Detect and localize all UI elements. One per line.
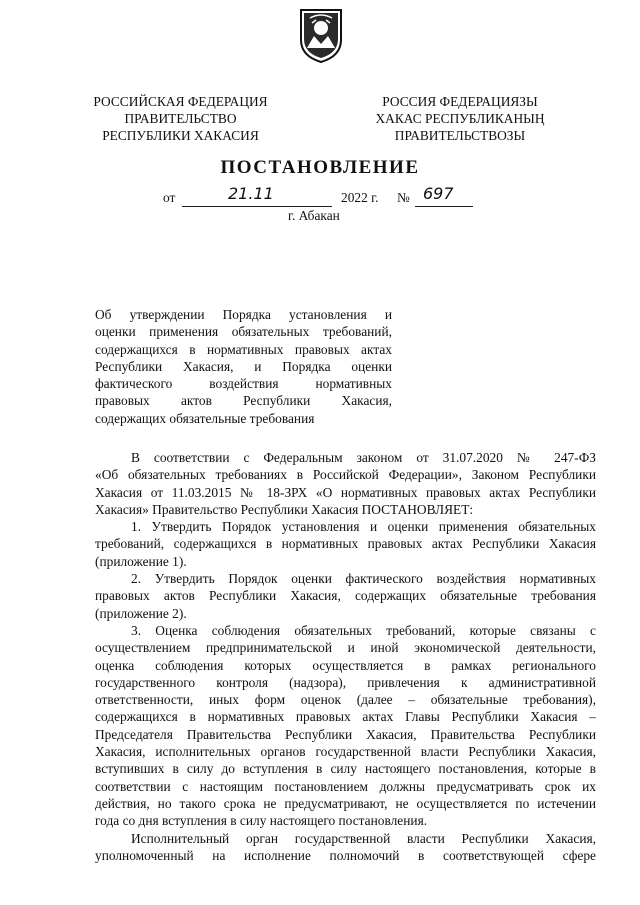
body-line: Хакасия, исполнительных органов государственной власти Республики Хакасия, <box>95 744 596 760</box>
header-left-line: РЕСПУБЛИКИ ХАКАСИЯ <box>102 128 259 143</box>
subject-line: оценки применения обязательных требований, <box>95 324 392 340</box>
header-left-block <box>78 93 283 144</box>
number-underline <box>415 206 473 207</box>
subject-line: правовых актов Республики Хакасия, <box>95 393 392 409</box>
city-label: г. Абакан <box>288 208 340 223</box>
body-line: государственного контроля (надзора), привлечения к административной <box>95 674 596 690</box>
subject-line: Республики Хакасия, и Порядка оценки <box>95 358 392 374</box>
header-right-block <box>365 93 555 144</box>
body-line: Исполнительный орган государственной власти Республики Хакасия, <box>131 830 596 846</box>
subject-block <box>95 306 392 427</box>
body-text <box>95 449 596 864</box>
body-line: требований, содержащихся в нормативных правовых актах Республики Хакасия <box>95 536 596 552</box>
subject-line: Об утверждении Порядка установления и <box>95 307 392 322</box>
body-line: действия, но такого срока не предусматривают, не осуществляется по истечении <box>95 795 596 811</box>
body-line: Председателя Правительства Республики Хакасия, Правительства Республики <box>95 726 596 742</box>
body-line: соответствии с настоящим постановлением должны предусматривать срок их <box>95 778 596 794</box>
header-right-line: ПРАВИТЕЛЬСТВОЗЫ <box>394 128 526 143</box>
body-line: 3. Оценка соблюдения обязательных требований, которые связаны с <box>131 622 596 638</box>
body-line: (приложение 2). <box>95 605 187 621</box>
body-line: «Об обязательных требованиях в Российской Федерации», Законом Республики <box>95 467 596 483</box>
body-line: (приложение 1). <box>95 553 187 569</box>
body-line: ответственности, иных форм оценок (далее – обязательные требования), <box>95 692 596 708</box>
body-line: содержащихся в нормативных правовых актах Главы Республики Хакасия – <box>95 709 596 725</box>
subject-line: содержащихся в нормативных правовых актах <box>95 341 392 357</box>
body-line: правовых актов Республики Хакасия, содержащих обязательные требования <box>95 588 596 604</box>
coat-of-arms-emblem <box>298 6 344 64</box>
body-line: уполномоченный на исполнение полномочий в соответствующей сфере <box>95 847 596 863</box>
header-right-line: РОССИЯ ФЕДЕРАЦИЯЗЫ <box>382 94 538 109</box>
year-label: 2022 г. <box>341 190 379 205</box>
date-underline <box>182 206 332 207</box>
handwritten-number: 697 <box>423 184 454 203</box>
body-line: года со дня вступления в силу настоящего постановления. <box>95 813 428 829</box>
header-left-line: РОССИЙСКАЯ ФЕДЕРАЦИЯ <box>93 94 268 109</box>
document-title: ПОСТАНОВЛЕНИЕ <box>220 157 420 178</box>
header-right-line: ХАКАС РЕСПУБЛИКАНЫҢ <box>375 111 545 126</box>
body-line: осуществлением предпринимательской и иной экономической деятельности, <box>95 640 596 656</box>
body-line: Хакасия от 11.03.2015 № 18-ЗРХ «О нормативных правовых актах Республики <box>95 484 596 500</box>
body-line: В соответствии с Федеральным законом от 31.07.2020 № 247-ФЗ <box>131 450 596 465</box>
subject-line: содержащих обязательные требования <box>95 410 315 426</box>
number-sign: № <box>397 190 410 205</box>
handwritten-date: 21.11 <box>228 184 274 203</box>
subject-line: фактического воздействия нормативных <box>95 376 392 392</box>
body-line: Хакасия» Правительство Республики Хакасия ПОСТАНОВЛЯЕТ: <box>95 501 474 517</box>
header-left-line: ПРАВИТЕЛЬСТВО <box>124 111 237 126</box>
date-prefix: от <box>163 190 176 205</box>
body-line: 1. Утвердить Порядок установления и оценки применения обязательных <box>131 519 596 535</box>
body-line: вступивших в силу до вступления в силу настоящего постановления, которые в <box>95 761 596 777</box>
body-line: оценка соблюдения которых осуществляется в рамках регионального <box>95 657 596 673</box>
body-line: 2. Утвердить Порядок оценки фактического воздействия нормативных <box>131 571 596 587</box>
